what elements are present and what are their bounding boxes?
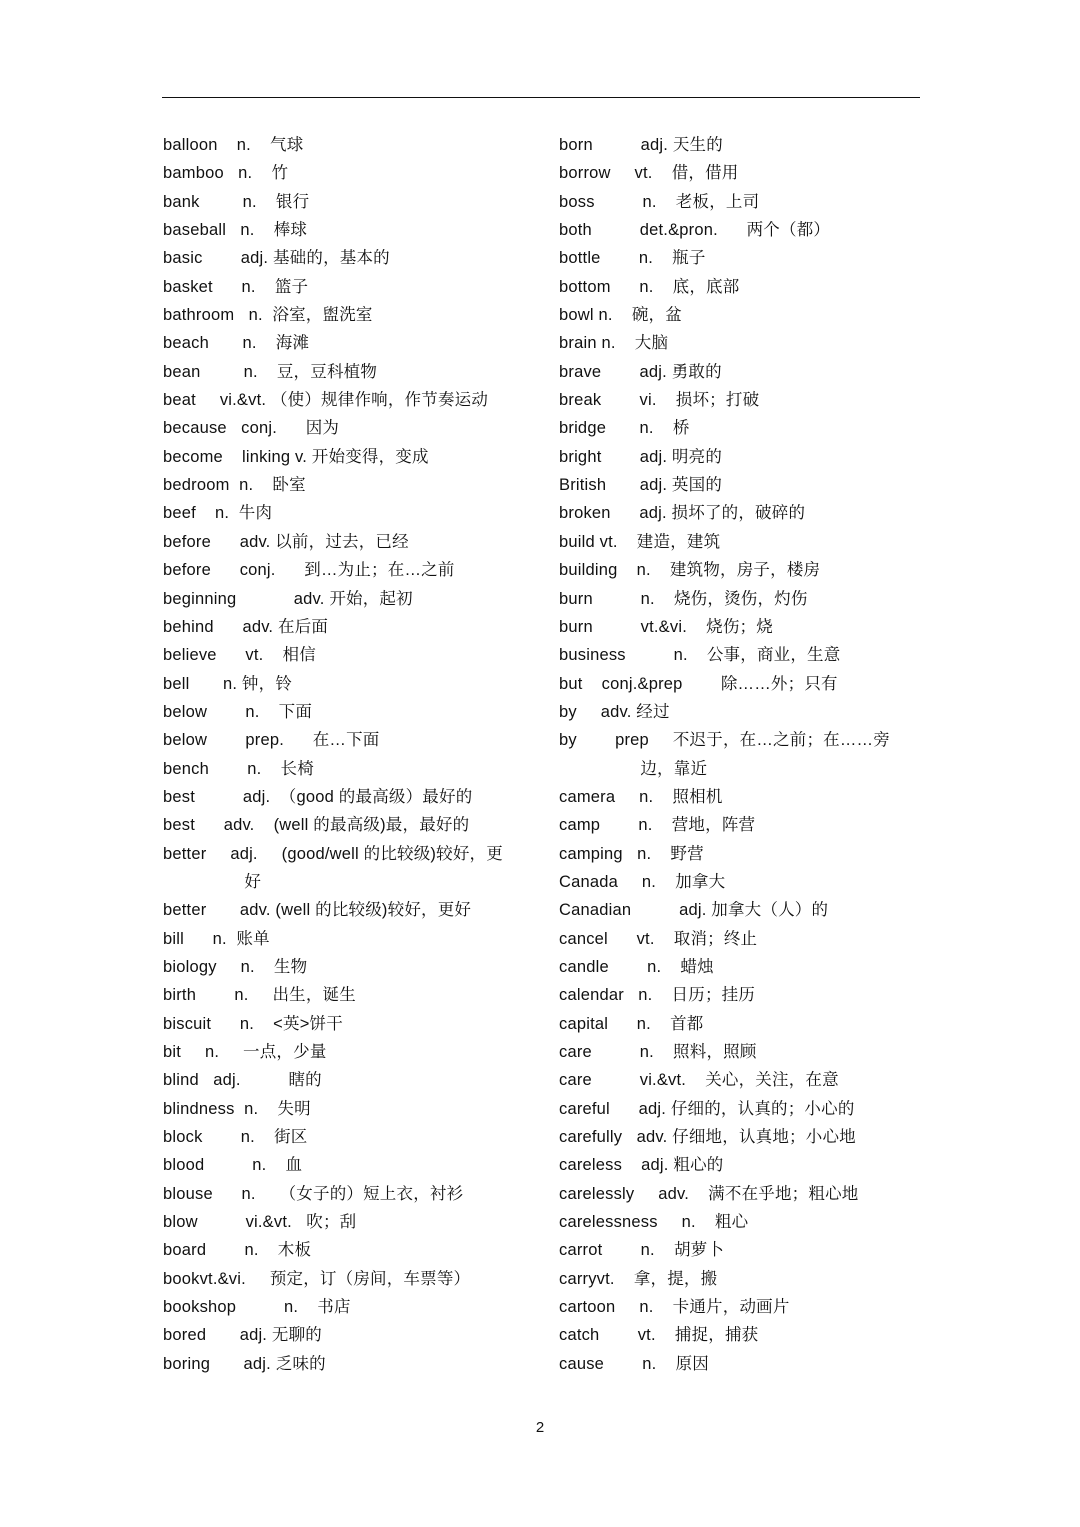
- vocab-entry: bottom n. 底，底部: [559, 277, 740, 296]
- vocab-entry: burn vt.&vi. 烧伤；烧: [559, 617, 773, 636]
- vocab-entry: bill n. 账单: [163, 929, 270, 948]
- vocab-entry: bit n. 一点，少量: [163, 1043, 327, 1061]
- vocab-entry: carryvt. 拿，提，搬: [559, 1269, 718, 1288]
- vocab-entry: bottle n. 瓶子: [559, 249, 706, 268]
- vocab-entry: camping n. 野营: [559, 844, 704, 863]
- vocab-entry: catch vt. 捕捉，捕获: [559, 1326, 759, 1345]
- vocab-entry: bell n. 钟，铃: [163, 674, 293, 693]
- vocab-entry: block n. 街区: [163, 1128, 308, 1147]
- vocab-entry: blind adj. 瞎的: [163, 1071, 322, 1090]
- vocab-entry: but conj.&prep 除……外；只有: [559, 674, 838, 693]
- vocab-entry: behind adv. 在后面: [163, 617, 329, 636]
- vocab-entry: basket n. 篮子: [163, 277, 309, 296]
- header-rule: [162, 97, 920, 98]
- vocab-entry: beach n. 海滩: [163, 334, 310, 353]
- vocab-entry: bedroom n. 卧室: [163, 476, 306, 495]
- vocab-entry: baseball n. 棒球: [163, 221, 308, 240]
- vocab-entry: beginning adv. 开始，起初: [163, 589, 413, 608]
- vocab-entry: before conj. 到…为止；在…之前: [163, 561, 455, 580]
- vocab-entry: cause n. 原因: [559, 1354, 710, 1373]
- vocab-entry: below n. 下面: [163, 702, 313, 721]
- vocab-entry: bank n. 银行: [163, 192, 310, 211]
- vocab-entry: blindness n. 失明: [163, 1099, 311, 1118]
- vocab-entry: balloon n. 气球: [163, 136, 304, 154]
- vocab-entry: burn n. 烧伤，烫伤，灼伤: [559, 589, 808, 608]
- vocab-entry: bookvt.&vi. 预定，订（房间，车票等）: [163, 1269, 471, 1288]
- vocab-entry: because conj. 因为: [163, 419, 340, 438]
- vocab-entry: care vi.&vt. 关心，关注，在意: [559, 1071, 839, 1090]
- vocab-entry: camera n. 照相机: [559, 787, 723, 806]
- vocab-entry: candle n. 蜡烛: [559, 957, 714, 976]
- vocab-entry: brave adj. 勇敢的: [559, 362, 722, 381]
- vocab-entry: carefully adv. 仔细地，认真地；小心地: [559, 1128, 856, 1147]
- vocab-entry: bored adj. 无聊的: [163, 1326, 322, 1345]
- vocab-entry: before adv. 以前，过去，已经: [163, 532, 409, 551]
- vocab-entry: best adv. (well 的最高级)最，最好的: [163, 816, 470, 835]
- vocab-entry: boring adj. 乏味的: [163, 1354, 326, 1373]
- vocab-entry: beat vi.&vt. （使）规律作响，作节奏运动: [163, 391, 489, 410]
- vocab-entry: care n. 照料，照顾: [559, 1043, 757, 1061]
- vocab-entry: carelessly adv. 满不在乎地；粗心地: [559, 1184, 859, 1203]
- vocab-entry: biology n. 生物: [163, 957, 308, 976]
- vocab-entry: by adv. 经过: [559, 702, 670, 721]
- left-column: [163, 131, 543, 1378]
- vocab-entry: blow vi.&vt. 吹；刮: [163, 1213, 357, 1232]
- vocab-entry: capital n. 首都: [559, 1014, 704, 1033]
- vocab-entry: bowl n. 碗，盆: [559, 306, 682, 325]
- vocab-entry: careless adj. 粗心的: [559, 1156, 724, 1175]
- vocab-entry: bench n. 长椅: [163, 759, 314, 778]
- vocab-entry: Canadian adj. 加拿大（人）的: [559, 901, 829, 920]
- vocab-entry: basic adj. 基础的，基本的: [163, 249, 390, 268]
- vocab-entry: bean n. 豆，豆科植物: [163, 362, 378, 381]
- vocab-entry: believe vt. 相信: [163, 646, 316, 665]
- vocab-entry: both det.&pron. 两个（都）: [559, 221, 831, 240]
- vocab-entry: British adj. 英国的: [559, 476, 723, 495]
- vocab-entry: become linking v. 开始变得，变成: [163, 447, 429, 466]
- vocab-entry: build vt. 建造，建筑: [559, 532, 721, 551]
- page-number: 2: [535, 1419, 545, 1436]
- vocab-entry: careful adj. 仔细的，认真的；小心的: [559, 1099, 855, 1118]
- vocab-entry: building n. 建筑物，房子，楼房: [559, 561, 821, 580]
- vocab-entry: blood n. 血: [163, 1156, 303, 1175]
- vocab-entry: calendar n. 日历；挂历: [559, 986, 756, 1005]
- vocab-entry: board n. 木板: [163, 1241, 312, 1260]
- vocab-entry: below prep. 在…下面: [163, 731, 380, 750]
- vocab-entry: born adj. 天生的: [559, 136, 723, 154]
- vocab-entry: camp n. 营地，阵营: [559, 816, 756, 835]
- vocab-entry: biscuit n. <英>饼干: [163, 1014, 343, 1033]
- vocab-entry: bright adj. 明亮的: [559, 447, 723, 466]
- vocab-entry: blouse n. （女子的）短上衣，衬衫: [163, 1184, 464, 1203]
- right-column: [559, 131, 939, 1378]
- vocab-entry: bamboo n. 竹: [163, 164, 289, 183]
- vocab-entry: carelessness n. 粗心: [559, 1213, 749, 1232]
- vocab-entry: carrot n. 胡萝卜: [559, 1241, 725, 1260]
- vocab-entry: by prep 不迟于，在…之前；在……旁 边，靠近: [559, 731, 890, 778]
- vocab-entry: better adv. (well 的比较级)较好，更好: [163, 901, 472, 920]
- vocab-entry: cartoon n. 卡通片，动画片: [559, 1298, 790, 1317]
- vocab-entry: bookshop n. 书店: [163, 1298, 351, 1317]
- vocab-entry: better adj. (good/well 的比较级)较好，更 好: [163, 844, 503, 891]
- vocab-entry: beef n. 牛肉: [163, 504, 273, 523]
- vocab-entry: broken adj. 损坏了的，破碎的: [559, 504, 806, 523]
- vocab-entry: bridge n. 桥: [559, 419, 690, 438]
- vocab-entry: borrow vt. 借，借用: [559, 164, 739, 183]
- vocab-entry: best adj. （good 的最高级）最好的: [163, 787, 473, 806]
- vocab-entry: boss n. 老板，上司: [559, 192, 760, 211]
- vocab-entry: birth n. 出生，诞生: [163, 986, 356, 1005]
- vocab-entry: bathroom n. 浴室，盥洗室: [163, 306, 373, 325]
- vocab-entry: business n. 公事，商业，生意: [559, 646, 841, 665]
- vocab-entry: Canada n. 加拿大: [559, 872, 726, 891]
- vocab-entry: cancel vt. 取消；终止: [559, 929, 758, 948]
- vocab-entry: break vi. 损坏；打破: [559, 391, 760, 410]
- vocab-entry: brain n. 大脑: [559, 334, 669, 353]
